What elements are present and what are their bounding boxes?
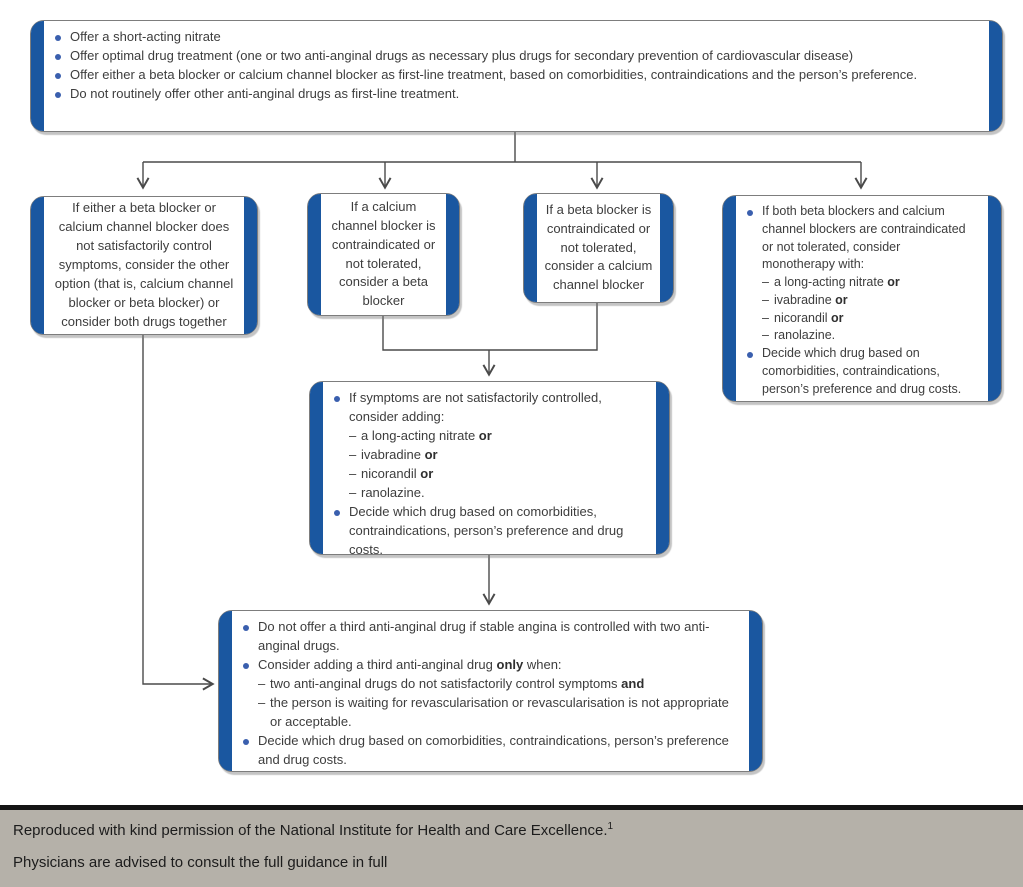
- bullet-item: If both beta blockers and calcium channel blockers are contraindicated or not tolerated, consider monotherapy with:: [744, 203, 976, 274]
- node-accent-bar: [524, 194, 537, 302]
- node-accent-bar: [656, 382, 669, 554]
- dash-subitem: – a long-acting nitrate or: [744, 274, 976, 292]
- dash-icon: –: [258, 694, 266, 710]
- bullet-item: Offer optimal drug treatment (one or two anti-anginal drugs as necessary plus drugs for secondary prevention of cardiovascular disease): [52, 47, 977, 66]
- flow-node-switch-or-combine: [30, 196, 258, 335]
- flow-node-bb-contraindicated: [523, 193, 674, 303]
- node-accent-bar: [660, 194, 673, 302]
- dash-icon: –: [258, 675, 266, 691]
- bullet-dot-icon: [55, 92, 61, 98]
- bullet-item: Decide which drug based on comorbidities, contraindications, person’s preference and drug costs.: [744, 345, 976, 398]
- node-accent-bar: [31, 197, 44, 334]
- bullet-item: If symptoms are not satisfactorily controlled, consider adding:: [331, 389, 644, 427]
- dash-icon: –: [762, 292, 769, 307]
- node-text: [44, 21, 989, 131]
- dash-subitem: – nicorandil or: [744, 310, 976, 328]
- node-text: [736, 196, 988, 401]
- dash-icon: –: [762, 328, 769, 343]
- node-accent-bar: [219, 611, 232, 771]
- flow-node-ccb-contraindicated: [307, 193, 460, 316]
- bullet-dot-icon: [243, 739, 249, 745]
- flow-node-add-second-drug: [309, 381, 670, 555]
- bullet-dot-icon: [243, 625, 249, 631]
- node-accent-bar: [244, 197, 257, 334]
- bullet-item: Do not routinely offer other anti-anginal drugs as first-line treatment.: [52, 85, 977, 104]
- dash-icon: –: [349, 484, 357, 500]
- flow-node-third-drug-rules: [218, 610, 763, 772]
- bullet-item: Decide which drug based on comorbidities, contraindications, person’s preference and drug costs.: [331, 503, 644, 560]
- dash-subitem: – ivabradine or: [744, 292, 976, 310]
- bullet-item: Offer a short-acting nitrate: [52, 28, 977, 47]
- bullet-item: Do not offer a third anti-anginal drug if stable angina is controlled with two anti-anginal drugs.: [240, 618, 737, 656]
- node-accent-bar: [310, 382, 323, 554]
- node-text: If either a beta blocker or calcium channel blocker does not satisfactorily control symptoms, consider the other option (that is, calcium channel blocker or beta blocker) or consider both drugs together: [54, 200, 234, 329]
- node-text: [323, 382, 656, 557]
- dash-subitem: – nicorandil or: [331, 465, 644, 484]
- bullet-dot-icon: [243, 663, 249, 669]
- bullet-item: Consider adding a third anti-anginal drug only when:: [240, 656, 737, 675]
- node-accent-bar: [31, 21, 44, 131]
- bullet-item: Offer either a beta blocker or calcium channel blocker as first-line treatment, based on comorbidities, contraindications and the person’s preference.: [52, 66, 977, 85]
- dash-subitem: – ivabradine or: [331, 446, 644, 465]
- node-text: [232, 611, 749, 771]
- dash-icon: –: [349, 465, 357, 481]
- node-accent-bar: [749, 611, 762, 771]
- bullet-dot-icon: [55, 54, 61, 60]
- flow-node-first-line-treatment: [30, 20, 1003, 132]
- node-accent-bar: [723, 196, 736, 401]
- flow-node-both-contraindicated-monotherapy: [722, 195, 1002, 402]
- attribution-footer: [0, 805, 1023, 887]
- node-accent-bar: [988, 196, 1001, 401]
- bullet-dot-icon: [334, 510, 340, 516]
- bullet-dot-icon: [747, 352, 753, 358]
- dash-subitem: – two anti-anginal drugs do not satisfactorily control symptoms and: [240, 675, 737, 694]
- guidance-advice-text: Physicians are advised to consult the full guidance in full: [13, 854, 388, 871]
- dash-subitem: – the person is waiting for revascularisation or revascularisation is not appropriate or acceptable.: [258, 694, 729, 729]
- dash-icon: –: [349, 446, 357, 462]
- dash-icon: –: [762, 275, 769, 289]
- dash-icon: –: [762, 310, 769, 325]
- dash-subitem: – ranolazine.: [331, 484, 644, 503]
- node-text: If a calcium channel blocker is contraindicated or not tolerated, consider a beta blocker: [331, 198, 436, 309]
- bullet-dot-icon: [747, 210, 753, 216]
- node-text: If a beta blocker is contraindicated or not tolerated, consider a calcium channel blocker: [544, 201, 653, 293]
- dash-subitem: – ranolazine.: [744, 327, 976, 345]
- bullet-dot-icon: [55, 73, 61, 79]
- node-accent-bar: [308, 194, 321, 315]
- dash-icon: –: [349, 427, 357, 443]
- dash-subitem: – a long-acting nitrate or: [331, 427, 644, 446]
- node-accent-bar: [989, 21, 1002, 131]
- node-accent-bar: [446, 194, 459, 315]
- bullet-dot-icon: [55, 35, 61, 41]
- bullet-item: Decide which drug based on comorbidities, contraindications, person’s preference and drug costs.: [240, 732, 737, 770]
- attribution-text: Reproduced with kind permission of the National Institute for Health and Care Excellence.$^1$: [13, 821, 614, 839]
- footnote-reference: 1: [607, 821, 614, 832]
- bullet-dot-icon: [334, 396, 340, 402]
